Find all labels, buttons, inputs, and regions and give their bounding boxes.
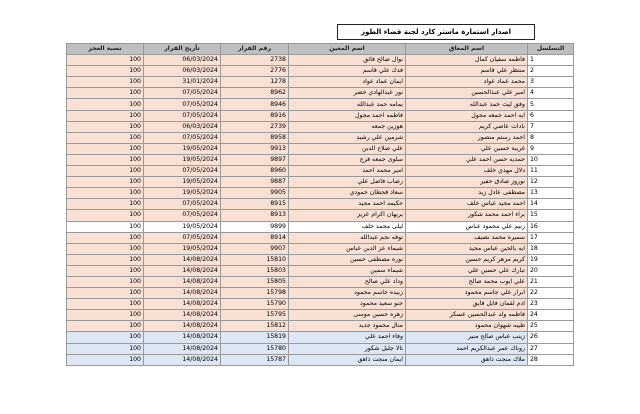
decision-no-cell[interactable]: 8946	[221, 99, 289, 110]
disability-pct-cell[interactable]: 100	[67, 210, 144, 221]
seq-cell[interactable]: 10	[528, 154, 574, 165]
disabled-name-cell[interactable]: طيبه شهوان محمود	[406, 321, 528, 332]
decision-date-cell[interactable]: 07/05/2024	[144, 199, 221, 210]
header-seq[interactable]: التسلسل	[528, 44, 574, 55]
table-row	[67, 243, 574, 254]
disability-pct-cell[interactable]: 100	[67, 177, 144, 188]
decision-date-cell[interactable]: 19/05/2024	[144, 221, 221, 232]
seq-cell[interactable]: 20	[528, 265, 574, 276]
disabled-name-cell[interactable]: تبارك علي حسين علي	[406, 265, 528, 276]
table-row	[67, 143, 574, 154]
disability-pct-cell[interactable]: 100	[67, 88, 144, 99]
seq-cell[interactable]: 26	[528, 332, 574, 343]
decision-no-cell[interactable]: 15780	[221, 343, 289, 354]
decision-date-cell[interactable]: 14/08/2024	[144, 332, 221, 343]
helper-name-cell[interactable]: ايمان منجت ذاهق	[289, 354, 406, 365]
decision-date-cell[interactable]: 14/08/2024	[144, 343, 221, 354]
seq-cell[interactable]: 25	[528, 321, 574, 332]
disabled-name-cell[interactable]: ابرار علي جاسم محمود	[406, 288, 528, 299]
decision-date-cell[interactable]: 19/05/2024	[144, 177, 221, 188]
table-row	[67, 132, 574, 143]
disability-pct-cell[interactable]: 100	[67, 99, 144, 110]
seq-cell[interactable]: 12	[528, 177, 574, 188]
decision-date-cell[interactable]: 07/05/2024	[144, 210, 221, 221]
helper-name-cell[interactable]: ليلى محمد خلف	[289, 221, 406, 232]
decision-date-cell[interactable]: 06/03/2024	[144, 66, 221, 77]
decision-no-cell[interactable]: 9905	[221, 188, 289, 199]
disability-pct-cell[interactable]: 100	[67, 188, 144, 199]
table-row	[67, 321, 574, 332]
table-row	[67, 310, 574, 321]
decision-date-cell[interactable]: 14/08/2024	[144, 276, 221, 287]
header-decision-no[interactable]: رقم القرار	[221, 44, 289, 55]
disability-pct-cell[interactable]: 100	[67, 343, 144, 354]
helper-name-cell[interactable]: نوره مصطفى حسين	[289, 254, 406, 265]
disability-pct-cell[interactable]: 100	[67, 110, 144, 121]
decision-no-cell[interactable]: 15819	[221, 332, 289, 343]
disability-pct-cell[interactable]: 100	[67, 221, 144, 232]
table-row	[67, 299, 574, 310]
seq-cell[interactable]: 9	[528, 143, 574, 154]
helper-name-cell[interactable]: منال محمود جديد	[289, 321, 406, 332]
decision-no-cell[interactable]: 8915	[221, 199, 289, 210]
table-row	[67, 199, 574, 210]
table-row	[67, 354, 574, 365]
header-helper-name[interactable]: اسم المعين	[289, 44, 406, 55]
disabled-name-cell[interactable]: احمد مجيد عباس خلف	[406, 199, 528, 210]
decision-date-cell[interactable]: 31/01/2024	[144, 77, 221, 88]
disabled-name-cell[interactable]: علي ايوب محمد صالح	[406, 276, 528, 287]
disability-pct-cell[interactable]: 100	[67, 288, 144, 299]
decision-date-cell[interactable]: 14/08/2024	[144, 310, 221, 321]
table-row	[67, 188, 574, 199]
table-row	[67, 332, 574, 343]
disabled-name-cell[interactable]: غريبة حسين علي	[406, 143, 528, 154]
table-row	[67, 88, 574, 99]
decision-date-cell[interactable]: 19/05/2024	[144, 154, 221, 165]
seq-cell[interactable]: 24	[528, 310, 574, 321]
decision-date-cell[interactable]: 14/08/2024	[144, 265, 221, 276]
decision-no-cell[interactable]: 15795	[221, 310, 289, 321]
seq-cell[interactable]: 22	[528, 288, 574, 299]
helper-name-cell[interactable]: زبيده جاسم محمود	[289, 288, 406, 299]
helper-name-cell[interactable]: وفاء احمد علي	[289, 332, 406, 343]
decision-no-cell[interactable]: 8913	[221, 210, 289, 221]
decision-no-cell[interactable]: 8916	[221, 110, 289, 121]
disabled-name-cell[interactable]: احمد رستم منصور	[406, 132, 528, 143]
disabled-name-cell[interactable]: فاطمه ولد عبدالحسين عسكر	[406, 310, 528, 321]
header-decision-date[interactable]: تأريخ القرار	[144, 44, 221, 55]
decision-date-cell[interactable]: 06/03/2024	[144, 55, 221, 66]
helper-name-cell[interactable]: فاطمه احمد مجول	[289, 110, 406, 121]
seq-cell[interactable]: 3	[528, 77, 574, 88]
table-row	[67, 177, 574, 188]
disability-pct-cell[interactable]: 100	[67, 232, 144, 243]
seq-cell[interactable]: 6	[528, 110, 574, 121]
table-row	[67, 99, 574, 110]
table-row	[67, 66, 574, 77]
decision-no-cell[interactable]: 15810	[221, 254, 289, 265]
disability-pct-cell[interactable]: 100	[67, 243, 144, 254]
disability-pct-cell[interactable]: 100	[67, 121, 144, 132]
seq-cell[interactable]: 8	[528, 132, 574, 143]
decision-date-cell[interactable]: 19/05/2024	[144, 143, 221, 154]
disabled-name-cell[interactable]: محمد عماد عواد	[406, 77, 528, 88]
disability-pct-cell[interactable]: 100	[67, 143, 144, 154]
data-table	[66, 43, 574, 366]
table-row	[67, 154, 574, 165]
decision-no-cell[interactable]: 9887	[221, 177, 289, 188]
table-row	[67, 166, 574, 177]
helper-name-cell[interactable]: تالا جليل شكور	[289, 343, 406, 354]
decision-date-cell[interactable]: 14/08/2024	[144, 288, 221, 299]
decision-no-cell[interactable]: 15805	[221, 276, 289, 287]
seq-cell[interactable]: 28	[528, 354, 574, 365]
seq-cell[interactable]: 23	[528, 299, 574, 310]
decision-date-cell[interactable]: 14/08/2024	[144, 299, 221, 310]
decision-no-cell[interactable]: 8914	[221, 232, 289, 243]
decision-date-cell[interactable]: 19/05/2024	[144, 188, 221, 199]
decision-no-cell[interactable]: 2776	[221, 66, 289, 77]
disabled-name-cell[interactable]: روناك عمر عبدالكريم احمد	[406, 343, 528, 354]
disabled-name-cell[interactable]: ملاك منجت ذاهق	[406, 354, 528, 365]
helper-name-cell[interactable]: يمامه حمد عبدالله	[289, 99, 406, 110]
seq-cell[interactable]: 21	[528, 276, 574, 287]
disabled-name-cell[interactable]: دلال مهدي خلف	[406, 166, 528, 177]
header-disabled-name[interactable]: اسم المعاق	[406, 44, 528, 55]
table-row	[67, 55, 574, 66]
decision-no-cell[interactable]: 15787	[221, 354, 289, 365]
decision-date-cell[interactable]: 07/05/2024	[144, 232, 221, 243]
disability-pct-cell[interactable]: 100	[67, 199, 144, 210]
disability-pct-cell[interactable]: 100	[67, 276, 144, 287]
disabled-name-cell[interactable]: نادات عاصي كريم	[406, 121, 528, 132]
disabled-name-cell[interactable]: امير علي عبدالحسين	[406, 88, 528, 99]
decision-no-cell[interactable]: 9897	[221, 154, 289, 165]
helper-name-cell[interactable]: شيماء عز الدين عباس	[289, 243, 406, 254]
seq-cell[interactable]: 5	[528, 99, 574, 110]
disabled-name-cell[interactable]: ايه احمد جمعه مجول	[406, 110, 528, 121]
decision-no-cell[interactable]: 2739	[221, 121, 289, 132]
disability-pct-cell[interactable]: 100	[67, 354, 144, 365]
disability-pct-cell[interactable]: 100	[67, 166, 144, 177]
seq-cell[interactable]: 19	[528, 254, 574, 265]
seq-cell[interactable]: 4	[528, 88, 574, 99]
header-row	[67, 44, 574, 55]
decision-no-cell[interactable]: 15790	[221, 299, 289, 310]
decision-no-cell[interactable]: 9899	[221, 221, 289, 232]
helper-name-cell[interactable]: سعاد قحطان حمودي	[289, 188, 406, 199]
disabled-name-cell[interactable]: ادم لقمان فايل فايق	[406, 299, 528, 310]
decision-date-cell[interactable]: 14/08/2024	[144, 254, 221, 265]
disabled-name-cell[interactable]: حمديه حسن احمد علي	[406, 154, 528, 165]
seq-cell[interactable]: 2	[528, 66, 574, 77]
disabled-name-cell[interactable]: رنيم علي محمود عباس	[406, 221, 528, 232]
table-row	[67, 265, 574, 276]
helper-name-cell[interactable]: زهره حسين موسى	[289, 310, 406, 321]
helper-name-cell[interactable]: حكيمه احمد مجيد	[289, 199, 406, 210]
table-row	[67, 77, 574, 88]
seq-cell[interactable]: 11	[528, 166, 574, 177]
sheet-title: اصدار استمارة ماستر كارد لجنة قضاء الطوز	[337, 24, 535, 40]
helper-name-cell[interactable]: شيماء سمين	[289, 265, 406, 276]
helper-name-cell[interactable]: شرمين علي رشيد	[289, 132, 406, 143]
disability-pct-cell[interactable]: 100	[67, 299, 144, 310]
helper-name-cell[interactable]: هوزين جمعه	[289, 121, 406, 132]
helper-name-cell[interactable]: وداد علي صالح	[289, 276, 406, 287]
disabled-name-cell[interactable]: كريم مزهر كريم حسين	[406, 254, 528, 265]
table-row	[67, 232, 574, 243]
decision-no-cell[interactable]: 15803	[221, 265, 289, 276]
decision-date-cell[interactable]: 07/05/2024	[144, 166, 221, 177]
decision-no-cell[interactable]: 1278	[221, 77, 289, 88]
helper-name-cell[interactable]: سلوى جمعه فرج	[289, 154, 406, 165]
disabled-name-cell[interactable]: مصطفى عادل زيد	[406, 188, 528, 199]
disability-pct-cell[interactable]: 100	[67, 254, 144, 265]
disability-pct-cell[interactable]: 100	[67, 154, 144, 165]
helper-name-cell[interactable]: بريهان اكرام عزيز	[289, 210, 406, 221]
helper-name-cell[interactable]: نوفه نجم عبدالله	[289, 232, 406, 243]
decision-no-cell[interactable]: 15798	[221, 288, 289, 299]
disabled-name-cell[interactable]: سميره محمد نصيف	[406, 232, 528, 243]
disabled-name-cell[interactable]: ايه يالجين عباس مجيد	[406, 243, 528, 254]
disabled-name-cell[interactable]: وفق ليث حمد عبدالله	[406, 99, 528, 110]
decision-date-cell[interactable]: 14/08/2024	[144, 321, 221, 332]
helper-name-cell[interactable]: نور عبدالهادي خضر	[289, 88, 406, 99]
seq-cell[interactable]: 18	[528, 243, 574, 254]
disabled-name-cell[interactable]: فاطمه سفيان كمال	[406, 55, 528, 66]
decision-no-cell[interactable]: 2738	[221, 55, 289, 66]
disability-pct-cell[interactable]: 100	[67, 132, 144, 143]
disability-pct-cell[interactable]: 100	[67, 332, 144, 343]
seq-cell[interactable]: 15	[528, 210, 574, 221]
table-row	[67, 254, 574, 265]
decision-no-cell[interactable]: 9907	[221, 243, 289, 254]
decision-no-cell[interactable]: 8962	[221, 88, 289, 99]
disabled-name-cell[interactable]: نوروز صادق حفير	[406, 177, 528, 188]
seq-cell[interactable]: 17	[528, 232, 574, 243]
decision-no-cell[interactable]: 15812	[221, 321, 289, 332]
table-row	[67, 221, 574, 232]
disability-pct-cell[interactable]: 100	[67, 310, 144, 321]
decision-date-cell[interactable]: 07/05/2024	[144, 99, 221, 110]
decision-date-cell[interactable]: 07/05/2024	[144, 88, 221, 99]
decision-date-cell[interactable]: 06/03/2024	[144, 121, 221, 132]
seq-cell[interactable]: 27	[528, 343, 574, 354]
disability-pct-cell[interactable]: 100	[67, 321, 144, 332]
table-row	[67, 110, 574, 121]
seq-cell[interactable]: 16	[528, 221, 574, 232]
decision-date-cell[interactable]: 19/05/2024	[144, 243, 221, 254]
disability-pct-cell[interactable]: 100	[67, 265, 144, 276]
table-row	[67, 210, 574, 221]
seq-cell[interactable]: 1	[528, 55, 574, 66]
helper-name-cell[interactable]: ايمان عماد عواد	[289, 77, 406, 88]
helper-name-cell[interactable]: علي صلاح الدين	[289, 143, 406, 154]
decision-no-cell[interactable]: 8958	[221, 132, 289, 143]
helper-name-cell[interactable]: جنو سعيد محمود	[289, 299, 406, 310]
helper-name-cell[interactable]: امير مجمد احمد	[289, 166, 406, 177]
seq-cell[interactable]: 7	[528, 121, 574, 132]
table-row	[67, 121, 574, 132]
seq-cell[interactable]: 13	[528, 188, 574, 199]
decision-no-cell[interactable]: 9913	[221, 143, 289, 154]
helper-name-cell[interactable]: فدك علي قاسم	[289, 66, 406, 77]
disabled-name-cell[interactable]: زينب عباس صالح منير	[406, 332, 528, 343]
decision-no-cell[interactable]: 8960	[221, 166, 289, 177]
helper-name-cell[interactable]: رضاب فاضل علي	[289, 177, 406, 188]
decision-date-cell[interactable]: 07/05/2024	[144, 132, 221, 143]
disability-pct-cell[interactable]: 100	[67, 66, 144, 77]
table-row	[67, 343, 574, 354]
table-row	[67, 276, 574, 287]
disabled-name-cell[interactable]: براء احمد محمد شكور	[406, 210, 528, 221]
seq-cell[interactable]: 14	[528, 199, 574, 210]
disabled-name-cell[interactable]: منتظر علي قاسم	[406, 66, 528, 77]
decision-date-cell[interactable]: 14/08/2024	[144, 354, 221, 365]
disability-pct-cell[interactable]: 100	[67, 77, 144, 88]
disability-pct-cell[interactable]: 100	[67, 55, 144, 66]
table-row	[67, 288, 574, 299]
decision-date-cell[interactable]: 07/05/2024	[144, 110, 221, 121]
header-disability-pct[interactable]: نسبة العجز	[67, 44, 144, 55]
helper-name-cell[interactable]: نوال صالح فائق	[289, 55, 406, 66]
